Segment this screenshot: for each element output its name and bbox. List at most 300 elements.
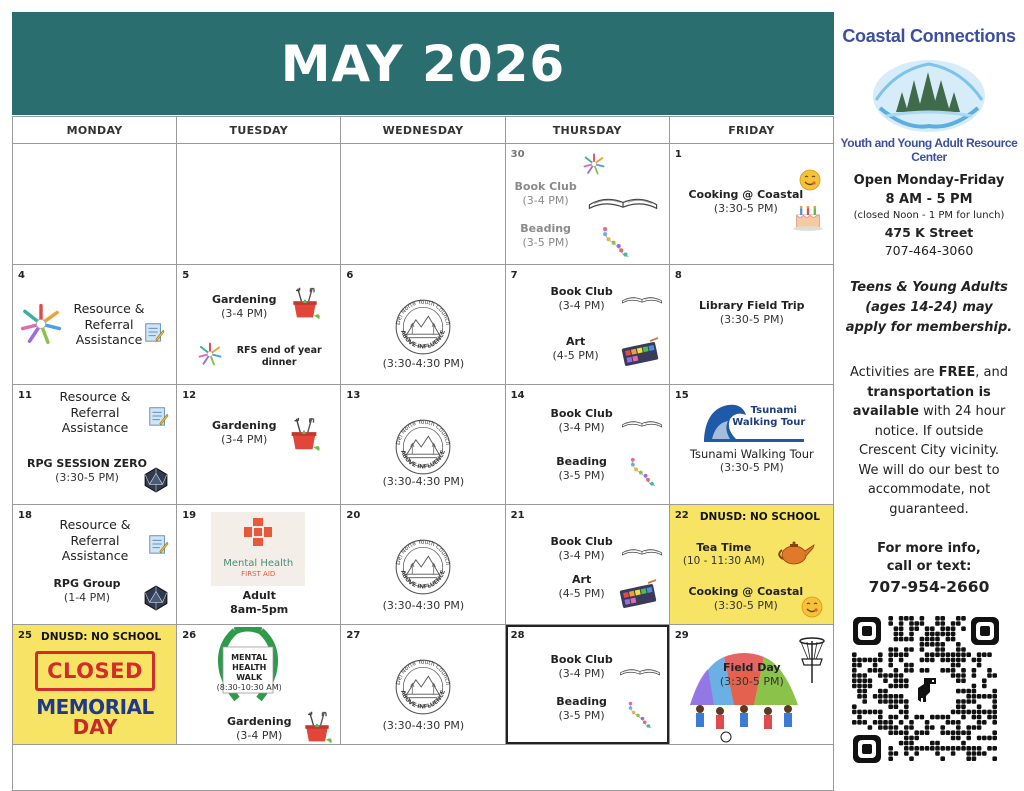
day-cell-may-19[interactable] <box>177 505 341 625</box>
qr-module <box>920 658 925 663</box>
qr-module <box>951 663 956 668</box>
event-time: (4-5 PM) <box>558 586 605 600</box>
event-youth-council[interactable] <box>341 357 505 371</box>
event-title: RPG SESSION ZERO <box>27 457 147 470</box>
qr-module <box>987 694 992 699</box>
garden-pot-icon <box>299 709 335 745</box>
event-tea-time[interactable] <box>676 541 772 568</box>
qr-module <box>940 746 945 751</box>
qr-module <box>920 621 925 626</box>
event-book-club[interactable] <box>542 407 622 435</box>
qr-module <box>940 632 945 637</box>
qr-module <box>888 730 893 735</box>
qr-module <box>977 710 982 715</box>
event-time: (3-4 PM) <box>558 298 605 312</box>
qr-module <box>888 715 893 720</box>
day-cell-may-12[interactable] <box>177 385 341 505</box>
qr-module <box>899 632 904 637</box>
event-book-club[interactable] <box>542 535 622 563</box>
qr-module <box>888 658 893 663</box>
activities-line: Crescent City vicinity. <box>858 443 1000 458</box>
qr-module <box>857 715 862 720</box>
event-resource-referral[interactable] <box>43 389 147 436</box>
qr-module <box>956 652 961 657</box>
qr-module <box>940 626 945 631</box>
qr-module <box>894 626 899 631</box>
council-arc-top: Del Norte Youth Council <box>395 539 451 566</box>
qr-module <box>940 668 945 673</box>
qr-module <box>909 668 914 673</box>
event-time: (3-5 PM) <box>558 708 605 722</box>
event-text-line: dinner <box>261 356 297 368</box>
qr-module <box>888 663 893 668</box>
qr-module <box>987 652 992 657</box>
qr-module <box>894 751 899 756</box>
day-cell-may-22[interactable] <box>670 505 834 625</box>
qr-module <box>878 715 883 720</box>
qr-module <box>852 710 857 715</box>
qr-module <box>909 756 914 761</box>
qr-module <box>977 704 982 709</box>
qr-module <box>857 658 862 663</box>
qr-module <box>883 699 888 704</box>
qr-module <box>956 621 961 626</box>
qr-module <box>951 751 956 756</box>
event-title: Gardening <box>211 293 277 306</box>
event-book-club[interactable] <box>508 180 584 208</box>
qr-module <box>878 699 883 704</box>
day-cell-may-1[interactable] <box>670 144 834 265</box>
qr-module <box>883 720 888 725</box>
event-youth-council[interactable] <box>341 475 505 489</box>
event-gardening[interactable] <box>199 293 289 321</box>
qr-module <box>940 642 945 647</box>
event-youth-council[interactable] <box>341 599 505 613</box>
qr-module <box>920 637 925 642</box>
day-cell-may-5[interactable] <box>177 265 341 385</box>
notepad-icon <box>143 321 165 343</box>
qr-module <box>857 673 862 678</box>
activities-text: Activities are <box>850 365 939 380</box>
day-cell-may-14[interactable] <box>506 385 670 505</box>
qr-module <box>992 673 997 678</box>
qr-module <box>966 751 971 756</box>
qr-module <box>977 694 982 699</box>
event-time: (3-4 PM) <box>558 420 605 434</box>
event-library-trip[interactable] <box>676 299 828 327</box>
day-cell-may-25[interactable] <box>13 625 177 745</box>
qr-module <box>982 751 987 756</box>
qr-module <box>951 626 956 631</box>
day-cell-may-18[interactable] <box>13 505 177 625</box>
qr-module <box>961 678 966 683</box>
qr-module <box>894 673 899 678</box>
event-book-club[interactable] <box>542 653 622 681</box>
open-book-icon <box>586 188 660 212</box>
qr-module <box>878 658 883 663</box>
qr-module <box>946 715 951 720</box>
day-cell-may-20[interactable] <box>341 505 505 625</box>
event-rpg-session-zero[interactable] <box>17 457 157 485</box>
activities-line: accommodate, not <box>867 482 991 497</box>
qr-module <box>852 704 857 709</box>
mental-health-first-aid-logo <box>211 512 305 586</box>
qr-module <box>992 720 997 725</box>
qr-module <box>904 751 909 756</box>
d20-dice-icon <box>143 585 169 611</box>
qr-module <box>852 684 857 689</box>
qr-module <box>946 632 951 637</box>
qr-module <box>956 746 961 751</box>
activities-available: available <box>852 404 919 419</box>
qr-module <box>977 652 982 657</box>
qr-module <box>972 684 977 689</box>
header-tuesday: TUESDAY <box>177 117 341 144</box>
event-title: Beading <box>556 695 607 708</box>
qr-module <box>972 658 977 663</box>
qr-module <box>982 694 987 699</box>
qr-module <box>977 725 982 730</box>
day-cell-may-28[interactable] <box>506 625 670 745</box>
event-time: (3-5 PM) <box>558 468 605 482</box>
event-text-line: HEALTH <box>232 663 267 672</box>
event-art[interactable] <box>542 573 622 601</box>
open-book-icon <box>620 291 664 305</box>
logo-line: Walking Tour <box>732 417 806 428</box>
qr-module <box>894 730 899 735</box>
qr-module <box>888 720 893 725</box>
qr-module <box>935 647 940 652</box>
day-number: 21 <box>510 510 525 521</box>
event-beading[interactable] <box>508 222 584 250</box>
qr-module <box>961 652 966 657</box>
qr-module <box>961 658 966 663</box>
qr-module <box>904 746 909 751</box>
event-text-line: WALK <box>236 673 263 682</box>
event-resource-referral[interactable] <box>43 517 147 564</box>
info-sidebar <box>838 10 1020 791</box>
day-number: 30 <box>510 149 525 160</box>
qr-module <box>894 684 899 689</box>
event-mental-health-walk[interactable] <box>216 653 282 693</box>
event-cooking[interactable] <box>676 585 816 613</box>
qr-module <box>852 668 857 673</box>
event-time: (3:30-5 PM) <box>719 312 784 326</box>
qr-module <box>972 751 977 756</box>
notepad-icon <box>147 405 169 427</box>
event-tsunami-walk[interactable] <box>676 447 828 475</box>
event-time: (3-4 PM) <box>221 306 268 320</box>
event-title: Adult <box>242 589 276 602</box>
qr-module <box>909 663 914 668</box>
qr-module <box>888 699 893 704</box>
event-text-line: Referral <box>84 316 134 332</box>
helping-hands-icon <box>197 341 223 367</box>
qr-module <box>966 736 971 741</box>
qr-module <box>940 715 945 720</box>
council-emblem-icon <box>387 653 459 721</box>
event-book-club[interactable] <box>542 285 622 313</box>
qr-module <box>972 668 977 673</box>
qr-module <box>961 668 966 673</box>
qr-module <box>925 632 930 637</box>
qr-module <box>951 621 956 626</box>
qr-module <box>930 725 935 730</box>
qr-module <box>961 715 966 720</box>
memorial-day-line: MEMORIAL <box>36 695 154 719</box>
open-book-icon <box>620 415 664 429</box>
day-cell-may-6[interactable] <box>341 265 505 385</box>
day-cell-may-21[interactable] <box>506 505 670 625</box>
event-beading[interactable] <box>542 455 622 483</box>
qr-module <box>961 647 966 652</box>
qr-module <box>873 658 878 663</box>
qr-module <box>977 715 982 720</box>
qr-module <box>904 684 909 689</box>
day-number: 25 <box>18 630 32 641</box>
council-emblem-icon <box>387 293 459 361</box>
day-number: 13 <box>346 390 361 401</box>
weekday-header-row <box>13 117 834 144</box>
qr-module <box>966 652 971 657</box>
qr-module <box>966 756 971 761</box>
event-gardening[interactable] <box>221 715 297 743</box>
day-number: 7 <box>510 270 518 281</box>
qr-module <box>946 637 951 642</box>
qr-module <box>956 658 961 663</box>
activities-line: notice. If outside <box>874 424 984 439</box>
qr-module <box>894 652 899 657</box>
event-title: Beading <box>556 455 607 468</box>
qr-module <box>862 684 867 689</box>
day-cell-may-8[interactable] <box>670 265 834 385</box>
qr-module <box>904 668 909 673</box>
qr-module <box>862 720 867 725</box>
qr-module <box>862 673 867 678</box>
qr-module <box>966 730 971 735</box>
qr-module <box>873 694 878 699</box>
qr-module <box>899 741 904 746</box>
day-cell-may-4[interactable] <box>13 265 177 385</box>
qr-module <box>868 658 873 663</box>
qr-module <box>883 678 888 683</box>
event-art[interactable] <box>536 335 616 363</box>
qr-module <box>894 699 899 704</box>
qr-module <box>888 684 893 689</box>
helping-hands-icon <box>18 301 64 347</box>
event-title: Cooking @ Coastal <box>688 188 804 201</box>
qr-module <box>888 647 893 652</box>
qr-module <box>904 736 909 741</box>
qr-module <box>935 746 940 751</box>
day-cell-may-27[interactable] <box>341 625 505 745</box>
qr-module <box>904 647 909 652</box>
qr-module <box>930 746 935 751</box>
qr-module <box>852 658 857 663</box>
event-rfs-dinner[interactable] <box>223 345 335 369</box>
qr-module <box>946 730 951 735</box>
info-line: For more info, <box>877 541 981 556</box>
qr-module <box>956 704 961 709</box>
event-text-line: Resource & <box>73 301 145 316</box>
qr-module <box>899 621 904 626</box>
qr-module <box>925 720 930 725</box>
qr-module <box>909 746 914 751</box>
week-row <box>13 505 834 625</box>
info-phone[interactable]: 707-954-2660 <box>868 578 990 596</box>
qr-module <box>914 751 919 756</box>
qr-module <box>925 730 930 735</box>
event-text-line: Resource & <box>59 517 131 532</box>
qr-module <box>878 694 883 699</box>
youth-council-logo <box>387 533 459 601</box>
qr-module <box>899 652 904 657</box>
qr-module <box>899 710 904 715</box>
event-gardening[interactable] <box>199 419 289 447</box>
qr-module <box>920 730 925 735</box>
qr-module <box>992 756 997 761</box>
calendar <box>12 12 834 790</box>
qr-module <box>868 725 873 730</box>
qr-module <box>987 710 992 715</box>
council-arc-top: Del Norte Youth Council <box>395 419 451 446</box>
qr-module <box>862 689 867 694</box>
qr-module <box>888 616 893 621</box>
qr-module <box>977 720 982 725</box>
org-name: Coastal Connections <box>842 26 1016 46</box>
qr-module <box>899 694 904 699</box>
qr-module <box>857 684 862 689</box>
membership-line: Teens & Young Adults <box>850 280 1008 295</box>
qr-module <box>935 715 940 720</box>
paint-palette-icon <box>618 579 658 609</box>
qr-module <box>956 699 961 704</box>
address: 475 K Street <box>884 225 974 240</box>
event-title: Art <box>572 573 592 586</box>
paint-palette-icon <box>620 337 660 367</box>
qr-module <box>972 710 977 715</box>
qr-module <box>935 616 940 621</box>
event-time: (3:30-4:30 PM) <box>382 719 465 732</box>
event-title: Book Club <box>550 535 613 548</box>
d20-dice-icon <box>143 467 169 493</box>
info-line: call or text: <box>886 559 972 574</box>
qr-module <box>914 715 919 720</box>
qr-module <box>935 637 940 642</box>
qr-module <box>899 637 904 642</box>
qr-module <box>966 746 971 751</box>
event-rpg-group[interactable] <box>27 577 147 605</box>
parachute-icon <box>684 645 804 743</box>
month-banner <box>12 12 834 115</box>
qr-module <box>940 725 945 730</box>
qr-module <box>868 684 873 689</box>
event-field-day[interactable] <box>700 661 804 689</box>
qr-module <box>899 699 904 704</box>
qr-module <box>904 704 909 709</box>
qr-module <box>878 689 883 694</box>
no-school-notice: DNUSD: NO SCHOOL <box>41 631 162 643</box>
qr-module <box>956 725 961 730</box>
event-beading[interactable] <box>542 695 622 723</box>
qr-module <box>946 746 951 751</box>
day-cell-empty <box>13 745 834 791</box>
week-row <box>13 265 834 385</box>
qr-module <box>982 720 987 725</box>
qr-module <box>961 746 966 751</box>
qr-module <box>914 736 919 741</box>
day-cell-may-29[interactable] <box>670 625 834 745</box>
qr-module <box>982 710 987 715</box>
water-trees-logo <box>866 50 992 138</box>
qr-module <box>972 694 977 699</box>
event-text-line: Referral <box>70 532 120 548</box>
event-title: Cooking @ Coastal <box>688 585 804 598</box>
qr-module <box>883 694 888 699</box>
day-number: 6 <box>346 270 354 281</box>
qr-module <box>951 736 956 741</box>
day-cell-may-13[interactable] <box>341 385 505 505</box>
qr-module <box>987 736 992 741</box>
qr-module <box>992 699 997 704</box>
logo-line: Mental Health <box>223 558 294 569</box>
qr-module <box>894 704 899 709</box>
qr-module <box>946 658 951 663</box>
qr-module <box>977 658 982 663</box>
qr-module <box>940 756 945 761</box>
beads-icon <box>626 695 656 733</box>
qr-module <box>894 668 899 673</box>
day-cell-may-15[interactable] <box>670 385 834 505</box>
phone[interactable]: 707-464-3060 <box>884 243 974 258</box>
day-cell-may-7[interactable] <box>506 265 670 385</box>
qr-module <box>972 746 977 751</box>
qr-module <box>914 730 919 735</box>
day-cell-may-11[interactable] <box>13 385 177 505</box>
qr-module <box>972 699 977 704</box>
event-title: Beading <box>520 222 571 235</box>
no-school-notice: DNUSD: NO SCHOOL <box>699 511 820 523</box>
qr-module <box>956 720 961 725</box>
activities-line <box>838 363 1020 383</box>
day-cell-apr-30[interactable] <box>506 144 670 265</box>
event-title: Book Club <box>550 653 613 666</box>
event-youth-council[interactable] <box>341 719 505 733</box>
qr-module <box>961 741 966 746</box>
activities-line: guaranteed. <box>889 502 969 517</box>
event-resource-referral[interactable] <box>65 301 153 348</box>
qr-module <box>894 715 899 720</box>
event-time: (3:30-5 PM) <box>713 598 778 612</box>
qr-module <box>909 720 914 725</box>
qr-module <box>904 741 909 746</box>
qr-code[interactable] <box>852 616 1000 764</box>
event-title: Library Field Trip <box>699 299 805 312</box>
event-time: (3-4 PM) <box>221 432 268 446</box>
event-text-line: Assistance <box>61 548 129 564</box>
event-mhfa-adult[interactable] <box>207 589 311 617</box>
qr-module <box>909 647 914 652</box>
notepad-icon <box>147 533 169 555</box>
event-time: (3-4 PM) <box>558 666 605 680</box>
qr-module <box>972 689 977 694</box>
first-aid-cross-icon <box>244 518 272 546</box>
day-cell-may-26[interactable] <box>177 625 341 745</box>
day-number: 28 <box>510 630 525 641</box>
council-arc-bottom: ABOVE INFLUENCE <box>399 569 447 591</box>
qr-module <box>909 626 914 631</box>
qr-module <box>894 678 899 683</box>
